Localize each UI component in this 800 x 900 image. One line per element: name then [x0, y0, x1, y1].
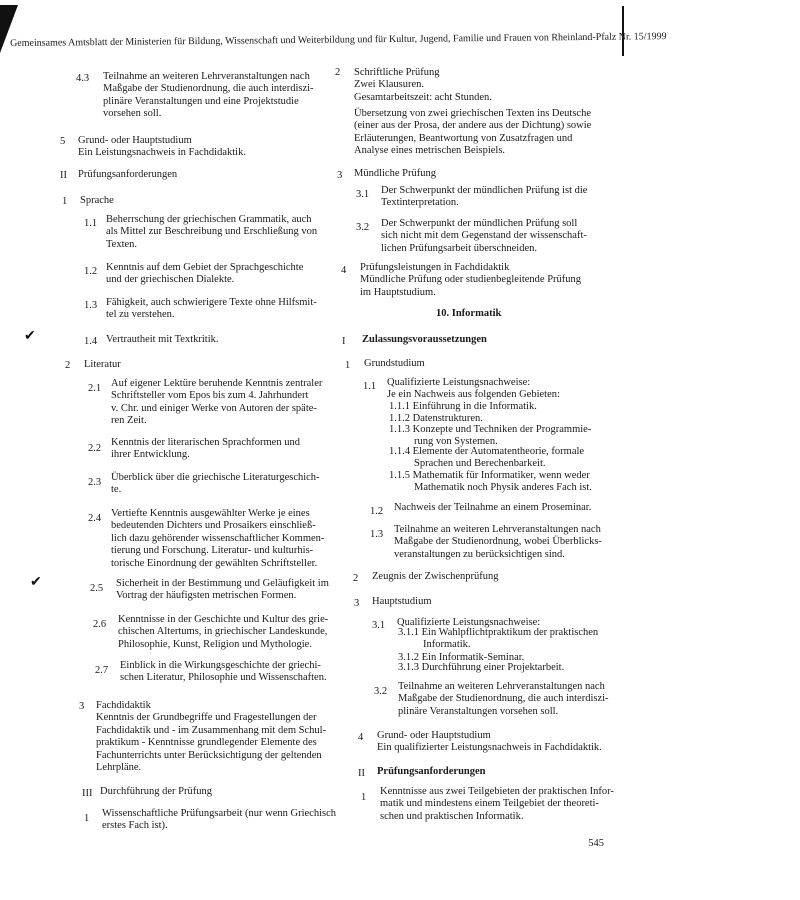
text-line: Textinterpretation.: [381, 197, 459, 209]
paragraph: [111, 437, 300, 462]
text-line: erstes Fach ist).: [102, 820, 168, 832]
text-line: chischen Altertums, in griechischer Landeskunde,: [118, 626, 328, 638]
section-heading: Prüfungsanforderungen: [377, 766, 486, 777]
text-line: Sprachen und Berechenbarkeit.: [414, 458, 546, 470]
paragraph: [111, 378, 322, 428]
text-line: Je ein Nachweis aus folgenden Gebieten:: [387, 389, 560, 401]
text-line: tel zu verstehen.: [106, 309, 175, 321]
paragraph: [96, 700, 326, 774]
text-line: Grund- oder Hauptstudium: [78, 135, 192, 146]
item-number: 1.2: [370, 506, 384, 517]
text-line: (einer aus der Prosa, der andere aus der Dichtung) sowie: [354, 120, 592, 132]
text-line: Gesamtarbeitszeit: acht Stunden.: [354, 91, 492, 103]
paragraph: [106, 297, 317, 322]
section-number: II: [358, 768, 365, 779]
paragraph: [377, 730, 602, 755]
subsection-heading: Grundstudium: [364, 358, 425, 369]
paragraph: [380, 786, 614, 823]
paragraph: [360, 262, 581, 299]
item-number: 3: [354, 598, 360, 609]
text-line: Prüfungsleistungen in Fachdidaktik: [360, 262, 510, 273]
text-line: Nachweis der Teilnahme an einem Proseminar.: [394, 502, 592, 513]
text-line: und der griechischen Dialekte.: [106, 274, 235, 286]
text-line: Qualifizierte Leistungsnachweise:: [397, 617, 541, 628]
text-line: Fachdidaktik: [96, 700, 151, 711]
text-line: Überblick über die griechische Literaturgeschich-: [111, 472, 320, 483]
item-number: 1: [62, 196, 68, 207]
subsection-heading: Zeugnis der Zwischenprüfung: [372, 571, 499, 582]
text-line: Analyse eines metrischen Beispiels.: [354, 145, 506, 157]
item-number: 2.2: [88, 443, 102, 454]
text-line: plinäre Veranstaltungen und eine Projektstudie: [103, 95, 299, 107]
text-line: Fachunterrichts unter Berücksichtigung der geltenden: [96, 749, 322, 761]
text-line: Der Schwerpunkt der mündlichen Prüfung soll: [381, 218, 578, 229]
list-item: [389, 446, 584, 471]
item-number: 1.1: [363, 381, 377, 392]
text-line: Kenntnisse in der Geschichte und Kultur des grie-: [118, 614, 329, 625]
page-number: 545: [588, 838, 604, 849]
text-line: schen Literatur, Philosophie und Wissenschaften.: [120, 672, 327, 684]
text-line: Übersetzung von zwei griechischen Texten ins Deutsche: [354, 108, 591, 119]
paragraph: [381, 185, 587, 210]
item-number: 1: [345, 360, 351, 371]
paragraph: [102, 808, 336, 833]
text-line: torische Einordnung der gewählten Schriftsteller.: [111, 557, 318, 569]
text-line: 1.1.4 Elemente der Automatentheorie, formale: [389, 446, 585, 457]
text-line: te.: [111, 484, 122, 496]
item-number: 2: [65, 360, 71, 371]
text-line: Ein qualifizierter Leistungsnachweis in Fachdidaktik.: [377, 742, 602, 754]
text-line: v. Chr. und einiger Werke von Autoren der späte-: [111, 402, 317, 414]
item-number: 2.7: [95, 665, 109, 676]
text-line: veranstaltungen zu berücksichtigen sind.: [394, 548, 565, 560]
item-number: 2.4: [88, 513, 102, 524]
text-line: matik und mindestens einem Teilgebiet der theoreti-: [380, 798, 599, 810]
text-line: plinäre Veranstaltungen vorsehen soll.: [398, 705, 559, 717]
text-line: 1.1.3 Konzepte und Techniken der Programmie-: [389, 424, 592, 435]
section-number: II: [60, 170, 67, 181]
paragraph: [106, 334, 219, 346]
item-number: 4.3: [76, 73, 90, 84]
text-line: Teilnahme an weiteren Lehrveranstaltungen nach: [398, 681, 605, 692]
list-item: 1.1.2 Datenstrukturen.: [389, 413, 483, 424]
text-line: Texten.: [106, 238, 138, 250]
text-line: Sicherheit in der Bestimmung und Geläufigkeit im: [116, 578, 329, 589]
text-line: Vertrautheit mit Textkritik.: [106, 334, 219, 345]
item-number: 2: [335, 67, 341, 78]
paragraph: [394, 524, 602, 561]
section-heading: Prüfungsanforderungen: [78, 169, 178, 180]
text-line: Fachdidaktik und - im Zusammenhang mit dem Schul-: [96, 724, 327, 736]
text-line: Maßgabe der Studienordnung, die auch interdiszi-: [398, 693, 609, 705]
item-number: 2.3: [88, 477, 102, 488]
item-number: 3: [337, 170, 343, 181]
text-line: Auf eigener Lektüre beruhende Kenntnis zentraler: [111, 378, 323, 389]
item-number: 1.2: [84, 266, 98, 277]
text-line: lich dazu gehörender wissenschaftlicher Kommen-: [111, 532, 325, 544]
list-item: [398, 627, 598, 652]
text-line: im Hauptstudium.: [360, 286, 436, 298]
text-line: bedeutenden Dichters und Prosaikers einschließ-: [111, 520, 316, 532]
item-number: 1.4: [84, 336, 98, 347]
text-line: ren Zeit.: [111, 415, 147, 427]
item-number: 2.5: [90, 583, 104, 594]
section-heading: Durchführung der Prüfung: [100, 786, 212, 797]
item-number: 3.2: [374, 686, 388, 697]
paragraph: [120, 660, 327, 685]
paragraph: [387, 377, 560, 402]
item-number: 3.1: [356, 189, 370, 200]
text-line: Maßgabe der Studienordnung, die auch interdiszi-: [103, 83, 314, 95]
paragraph: [106, 214, 317, 251]
chapter-title: 10. Informatik: [436, 308, 502, 319]
text-line: Der Schwerpunkt der mündlichen Prüfung ist die: [381, 185, 588, 196]
list-item: 3.1.3 Durchführung einer Projektarbeit.: [398, 662, 565, 673]
text-line: Beherrschung der griechischen Grammatik, auch: [106, 214, 312, 225]
section-number: I: [342, 336, 346, 347]
section-heading: Zulassungsvoraussetzungen: [362, 334, 487, 345]
text-line: ihrer Entwicklung.: [111, 449, 190, 461]
margin-tick-mark: ✔: [30, 575, 42, 590]
text-line: Zwei Klausuren.: [354, 79, 424, 91]
text-line: Kenntnisse aus zwei Teilgebieten der praktischen Infor-: [380, 786, 614, 797]
section-number: III: [82, 788, 93, 799]
text-line: Teilnahme an weiteren Lehrveranstaltungen nach: [103, 71, 310, 82]
paragraph: [381, 218, 587, 255]
text-line: 1.1.5 Mathematik für Informatiker, wenn weder: [389, 470, 590, 481]
item-number: 3: [79, 701, 85, 712]
item-number: 2: [353, 573, 359, 584]
text-line: Schriftsteller vom Epos bis zum 4. Jahrhundert: [111, 390, 309, 402]
text-line: rung von Systemen.: [414, 436, 498, 448]
item-number: 3.1: [372, 620, 386, 631]
text-line: Grund- oder Hauptstudium: [377, 730, 491, 741]
item-number: 1.3: [84, 300, 98, 311]
paragraph: [394, 502, 591, 514]
text-line: Informatik.: [423, 639, 471, 651]
item-number: 4: [358, 732, 364, 743]
item-number: 1.3: [370, 529, 384, 540]
item-number: 2.1: [88, 383, 102, 394]
paragraph: [354, 108, 591, 158]
text-line: lichen Prüfungsarbeit überschneiden.: [381, 242, 537, 254]
text-line: Maßgabe der Studienordnung, wobei Überblicks-: [394, 536, 602, 548]
text-line: Wissenschaftliche Prüfungsarbeit (nur wenn Griechisch: [102, 808, 337, 819]
paragraph: [118, 614, 328, 651]
list-item: 3.1.2 Ein Informatik-Seminar.: [398, 652, 525, 663]
text-line: vorsehen soll.: [103, 108, 162, 120]
text-line: als Mittel zur Beschreibung und Erschließung von: [106, 226, 318, 238]
paragraph: [398, 681, 609, 718]
item-number: 1.1: [84, 218, 98, 229]
text-line: tierung und Forschung. Literatur- und kulturhis-: [111, 545, 314, 557]
margin-tick-mark: ✔: [24, 329, 36, 344]
text-line: Erläuterungen, Beantwortung von Zusatzfragen und: [354, 132, 573, 144]
subsection-heading: Mündliche Prüfung: [354, 168, 436, 179]
text-line: Teilnahme an weiteren Lehrveranstaltungen nach: [394, 524, 601, 535]
text-line: Kenntnis der Grundbegriffe und Fragestellungen der: [96, 712, 317, 724]
item-number: 4: [341, 265, 347, 276]
item-number: 5: [60, 136, 66, 147]
item-number: 3.2: [356, 222, 370, 233]
text-line: Mathematik noch Physik anderes Fach ist.: [414, 482, 592, 494]
text-line: Fähigkeit, auch schwierigere Texte ohne Hilfsmit-: [106, 297, 317, 308]
text-line: Vortrag der häufigsten metrischen Formen.: [116, 590, 297, 602]
page-header: Gemeinsames Amtsblatt der Ministerien für Bildung, Wissenschaft und Weiterbildung und für Kultur, Jugend, Familie und Frauen von Rheinland-Pfalz Nr. 15/1999: [10, 31, 667, 49]
text-line: Mündliche Prüfung oder studienbegleitende Prüfung: [360, 274, 582, 286]
paragraph: [106, 262, 303, 287]
paragraph: [111, 472, 320, 497]
paragraph: [78, 135, 246, 160]
text-line: sich nicht mit dem Gegenstand der wissenschaft-: [381, 230, 587, 242]
list-item: [389, 470, 592, 495]
text-line: Kenntnis der literarischen Sprachformen und: [111, 437, 300, 448]
paragraph: [354, 67, 492, 104]
paragraph: [103, 71, 314, 121]
text-line: schen und praktischen Informatik.: [380, 810, 524, 822]
text-line: Kenntnis auf dem Gebiet der Sprachgeschichte: [106, 262, 304, 273]
subsection-heading: Literatur: [84, 359, 121, 370]
paragraph: [111, 508, 324, 570]
text-line: Vertiefte Kenntnis ausgewählter Werke je eines: [111, 508, 310, 519]
text-line: praktikum - Kenntnisse grundlegender Elemente des: [96, 737, 317, 749]
text-line: Lehrpläne.: [96, 762, 142, 774]
item-number: 1: [361, 792, 367, 803]
text-line: Schriftliche Prüfung: [354, 67, 440, 78]
paragraph: [116, 578, 329, 603]
text-line: Philosophie, Kunst, Religion und Mythologie.: [118, 638, 312, 650]
text-line: Qualifizierte Leistungsnachweise:: [387, 377, 531, 388]
item-number: 1: [84, 813, 90, 824]
subsection-heading: Hauptstudium: [372, 596, 432, 607]
text-line: Einblick in die Wirkungsgeschichte der griechi-: [120, 660, 321, 671]
item-number: 2.6: [93, 619, 107, 630]
list-item: 1.1.1 Einführung in die Informatik.: [389, 401, 537, 412]
text-line: 3.1.1 Ein Wahlpflichtpraktikum der praktischen: [398, 627, 599, 638]
subsection-heading: Sprache: [80, 195, 114, 206]
text-line: Ein Leistungsnachweis in Fachdidaktik.: [78, 147, 246, 159]
